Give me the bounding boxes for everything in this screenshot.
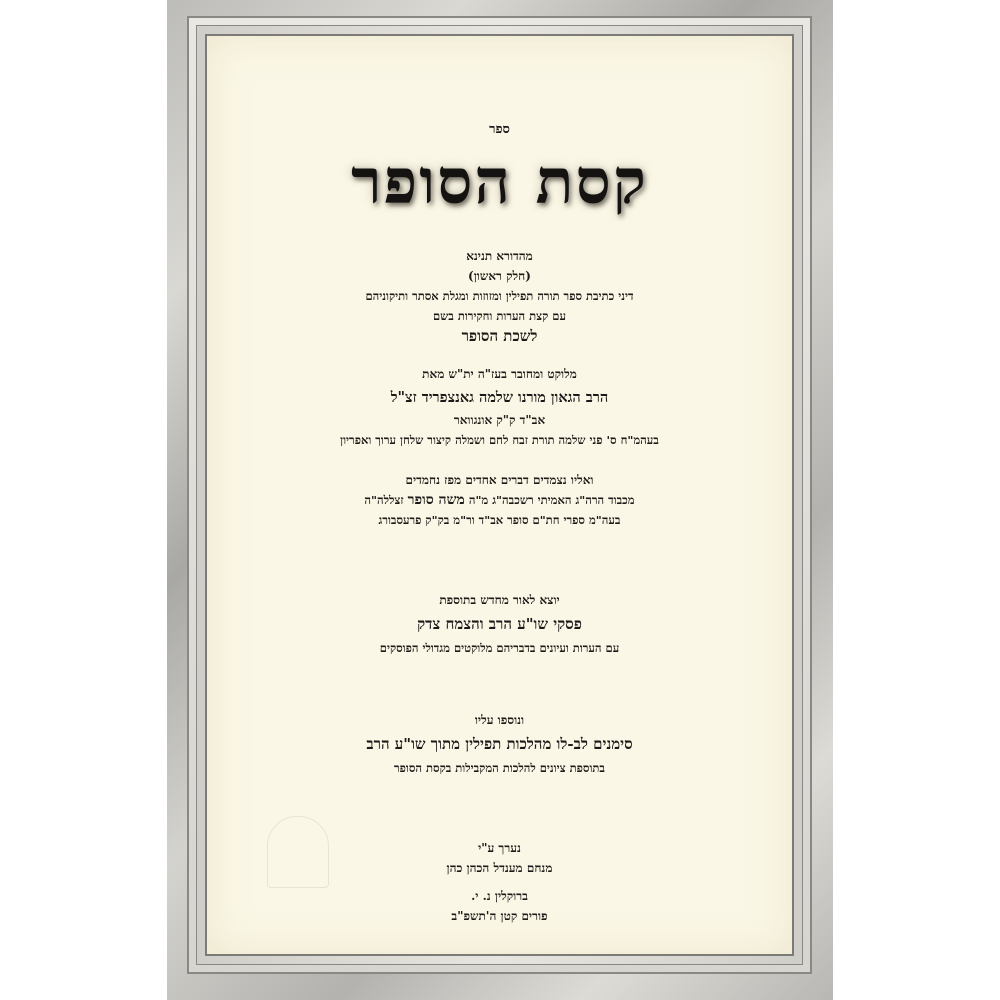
publication-date: פורים קטן ה'תשפ"ב (451, 909, 548, 923)
notes-line: עם קצת הערות וחקירות בשם (432, 309, 566, 323)
simanim-notes-line: בתוספת ציונים להלכות המקבילות בקסת הסופר (394, 761, 605, 775)
outer-border (187, 16, 812, 974)
lishkat-hasofer-heading: לשכת הסופר (461, 327, 538, 345)
title-page-text (207, 36, 792, 954)
chatam-sofer-suffix: זצללה"ה (364, 493, 404, 507)
author-works: בעהמ"ח ס' פני שלמה תורת זבח לחם ושמלה קיצור שלחן ערוך ואפריון (340, 433, 659, 447)
appendix-intro: ואליו נצמדים דברים אחדים מפז נחמדים (405, 473, 594, 487)
publication-place: ברוקלין נ. י. (471, 889, 528, 903)
book-title: קסת הסופר (351, 145, 648, 218)
chatam-sofer-line (217, 492, 782, 508)
republished-line: יוצא לאור מחדש בתוספת (439, 593, 560, 607)
volume-label: (חלק ראשון) (468, 269, 531, 283)
edited-by-label: נערך ע"י (478, 841, 521, 855)
title-page-panel (205, 34, 794, 956)
chatam-sofer-prefix: מכבוד הרה"ג האמיתי רשכבה"ג מ"ה (468, 493, 635, 507)
author-title: אב"ד ק"ק אונגוואר (453, 413, 546, 427)
editor-name: מנחם מענדל הכהן כהן (446, 861, 553, 875)
chatam-sofer-works: בעה"מ ספרי חת"ם סופר אב"ד ור"מ בק"ק פרעסבורג (378, 513, 621, 527)
book-cover (167, 0, 833, 1000)
compiled-by-line: מלוקט ומחובר בעז"ה ית"ש מאת (422, 367, 577, 381)
piskei-notes-line: עם הערות ועיונים בדבריהם מלוקטים מגדולי הפוסקים (379, 641, 620, 655)
author-name: הרב הגאון מורנו שלמה גאנצפריד זצ"ל (390, 389, 609, 406)
chatam-sofer-name: משה סופר (407, 492, 465, 508)
added-label: ונוספו עליו (474, 713, 525, 727)
subject-line: דיני כתיבת ספר תורה תפילין ומזוזות ומגלת אסתר ותיקוניהם (365, 289, 634, 303)
sefer-label: ספר (489, 122, 510, 137)
decorative-border (196, 25, 803, 965)
piskei-heading: פסקי שו"ע הרב והצמח צדק (417, 615, 582, 633)
simanim-heading: סימנים לב-לו מהלכות תפילין מתוך שו"ע הרב (366, 735, 633, 753)
edition-label: מהדורא תנינא (466, 249, 533, 263)
